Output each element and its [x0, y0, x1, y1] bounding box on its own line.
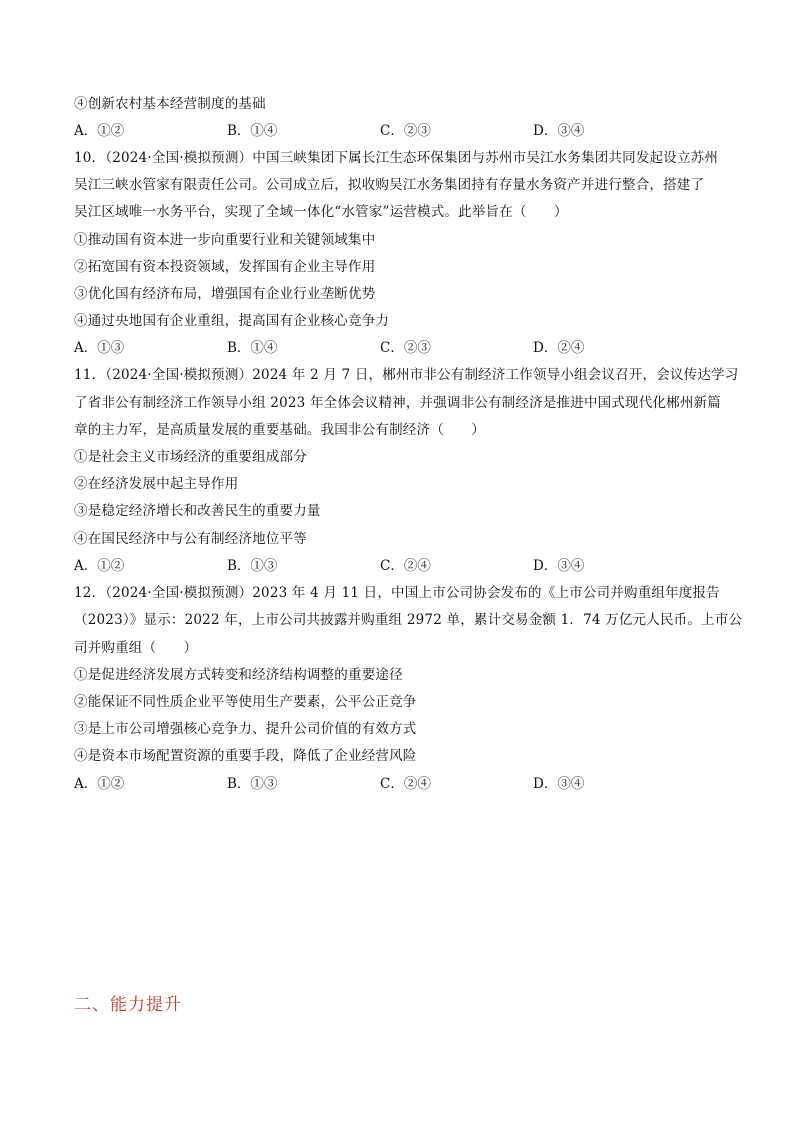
- question-11-options: [74, 557, 724, 575]
- option-a: A．①②: [74, 776, 125, 792]
- question-10-stem-line-2: 吴江三峡水管家有限责任公司。公司成立后，拟收购吴江水务集团持有存量水务资产并进行整合，搭建了: [74, 177, 705, 193]
- option-a: A．①③: [74, 340, 125, 356]
- question-11-item-4: ④在国民经济中与公有制经济地位平等: [74, 531, 307, 547]
- question-10-item-4: ④通过央地国有企业重组，提高国有企业核心竞争力: [74, 313, 390, 329]
- question-12-item-2: ②能保证不同性质企业平等使用生产要素，公平公正竞争: [74, 694, 417, 710]
- question-10-item-2: ②拓宽国有资本投资领域，发挥国有企业主导作用: [74, 259, 376, 275]
- option-a: A．①②: [74, 558, 125, 574]
- option-c: C．②③: [380, 340, 431, 356]
- question-12-item-1: ①是促进经济发展方式转变和经济结构调整的重要途径: [74, 667, 403, 683]
- option-c: C．②④: [380, 558, 431, 574]
- question-12-stem-line-3: 司并购重组（ ）: [74, 640, 198, 656]
- question-12-item-4: ④是资本市场配置资源的重要手段，降低了企业经营风险: [74, 748, 417, 764]
- question-12-item-3: ③是上市公司增强核心竞争力、提升公司价值的有效方式: [74, 721, 417, 737]
- question-12-stem-line-1: 12．（2024·全国·模拟预测）2023 年 4 月 11 日，中国上市公司协会发布的《上市公司并购重组年度报告: [74, 585, 720, 601]
- question-10-stem-line-3: 吴江区域唯一水务平台，实现了全域一体化“水管家”运营模式。此举旨在（ ）: [74, 204, 568, 220]
- prev-question-options: [74, 122, 724, 140]
- question-12-options: [74, 775, 724, 793]
- option-b: B．①③: [227, 776, 278, 792]
- option-a: A．①②: [74, 123, 125, 139]
- option-d: D．③④: [533, 776, 585, 792]
- question-10-item-1: ①推动国有资本进一步向重要行业和关键领域集中: [74, 232, 376, 248]
- option-b: B．①③: [227, 558, 278, 574]
- question-11-item-1: ①是社会主义市场经济的重要组成部分: [74, 449, 307, 465]
- section-2-title: 二、能力提升: [74, 995, 182, 1015]
- question-11-stem-line-3: 章的主力军，是高质量发展的重要基础。我国非公有制经济（ ）: [74, 422, 485, 438]
- question-12-stem-line-2: （2023）》显示：2022 年，上市公司共披露并购重组 2972 单，累计交易金额 1．74 万亿元人民币。上市公: [74, 612, 743, 628]
- prev-question-item-4: ④创新农村基本经营制度的基础: [74, 96, 266, 112]
- option-d: D．②④: [533, 340, 585, 356]
- option-c: C．②④: [380, 776, 431, 792]
- option-b: B．①④: [227, 123, 278, 139]
- question-11-stem-line-1: 11．（2024·全国·模拟预测）2024 年 2 月 7 日，郴州市非公有制经济工作领导小组会议召开，会议传达学习: [74, 367, 739, 383]
- question-11-item-3: ③是稳定经济增长和改善民生的重要力量: [74, 503, 321, 519]
- question-11-item-2: ②在经济发展中起主导作用: [74, 476, 239, 492]
- option-d: D．③④: [533, 558, 585, 574]
- option-c: C．②③: [380, 123, 431, 139]
- question-10-stem-line-1: 10．（2024·全国·模拟预测）中国三峡集团下属长江生态环保集团与苏州市吴江水务集团共同发起设立苏州: [74, 150, 719, 166]
- question-10-item-3: ③优化国有经济布局，增强国有企业行业垄断优势: [74, 286, 376, 302]
- question-10-options: [74, 339, 724, 357]
- question-11-stem-line-2: 了省非公有制经济工作领导小组 2023 年全体会议精神，并强调非公有制经济是推进中国式现代化郴州新篇: [74, 395, 721, 411]
- option-d: D．③④: [533, 123, 585, 139]
- option-b: B．①④: [227, 340, 278, 356]
